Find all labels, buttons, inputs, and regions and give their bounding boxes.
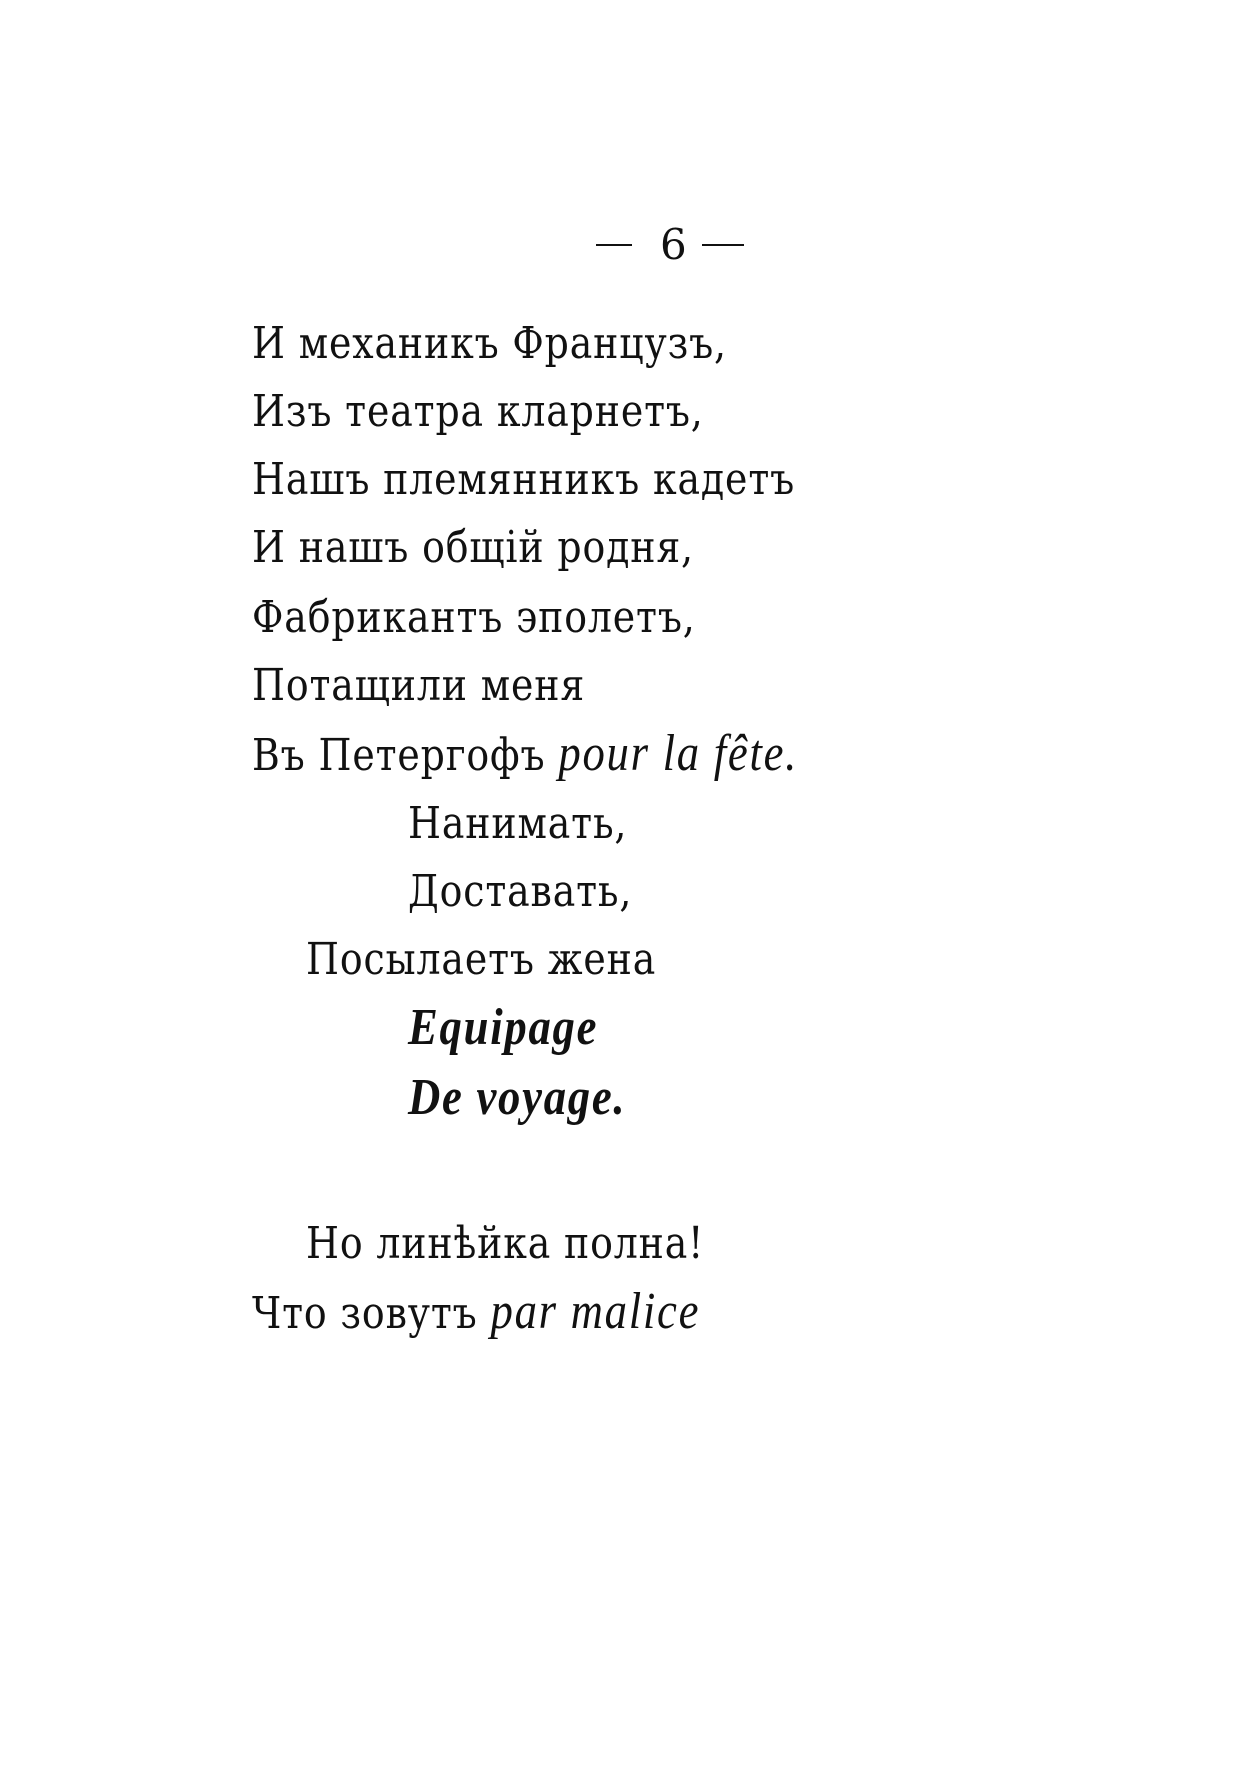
verse-line: И нашъ общій родня, <box>252 522 694 573</box>
verse-text-french: par malice <box>490 1283 701 1340</box>
verse-line: Но линѣйка полна! <box>306 1218 705 1269</box>
page-number-right-dash <box>702 244 744 246</box>
verse-line: И механикъ Французъ, <box>252 318 727 369</box>
verse-line: Фабрикантъ эполетъ, <box>252 592 696 643</box>
verse-line: Изъ театра кларнетъ, <box>252 386 704 437</box>
verse-line: Доставать, <box>408 866 633 917</box>
verse-line <box>252 1284 700 1342</box>
verse-line: Посылаетъ жена <box>306 934 657 985</box>
verse-line: Нанимать, <box>408 798 628 849</box>
page-number-left-dash <box>596 244 632 246</box>
verse-line: Equipage <box>408 999 599 1056</box>
verse-line: Потащили меня <box>252 660 586 711</box>
verse-line: Нашъ племянникъ кадетъ <box>252 454 796 505</box>
verse-text-russian: Что зовутъ <box>252 1288 491 1339</box>
verse-line <box>252 726 798 784</box>
verse-text-russian: Въ Петергофъ <box>252 730 559 781</box>
verse-text-french: pour la fête. <box>558 725 799 782</box>
verse-line: De voyage. <box>408 1069 627 1126</box>
page-number: 6 <box>660 220 687 269</box>
